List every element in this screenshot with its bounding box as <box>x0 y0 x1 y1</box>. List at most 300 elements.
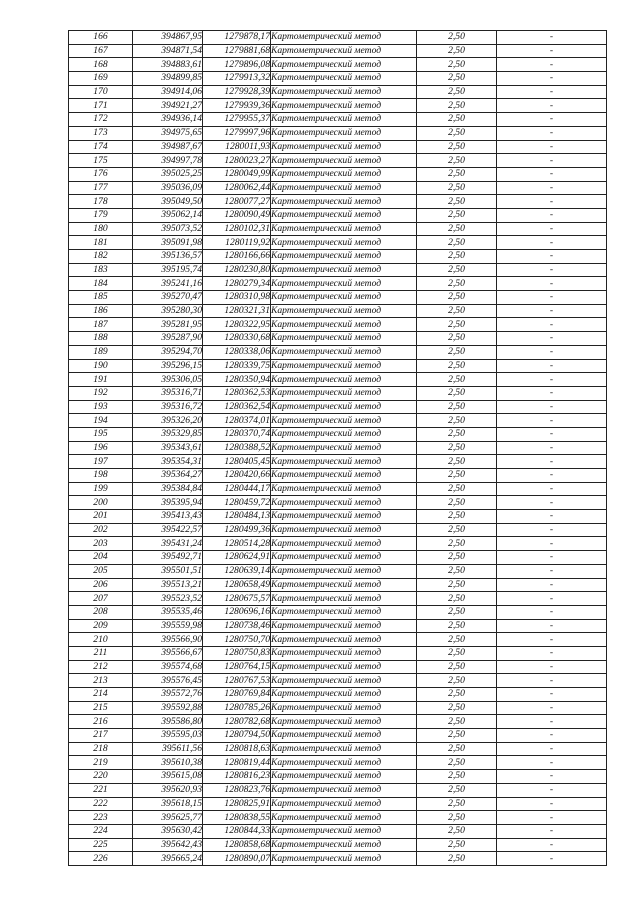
accuracy-cell: 2,50 <box>417 469 497 483</box>
y-coordinate-cell: 1280230,80 <box>203 263 271 277</box>
table-row <box>69 674 607 688</box>
table-row <box>69 783 607 797</box>
point-number-cell: 173 <box>69 126 133 140</box>
table-row <box>69 359 607 373</box>
accuracy-cell: 2,50 <box>417 291 497 305</box>
note-cell: - <box>497 373 607 387</box>
x-coordinate-cell: 395566,67 <box>133 646 203 660</box>
point-number-cell: 203 <box>69 537 133 551</box>
point-number-cell: 179 <box>69 208 133 222</box>
method-cell: Картометрический метод <box>271 400 417 414</box>
point-number-cell: 196 <box>69 441 133 455</box>
note-cell: - <box>497 756 607 770</box>
table-row <box>69 742 607 756</box>
table-row <box>69 646 607 660</box>
note-cell: - <box>497 318 607 332</box>
table-row <box>69 386 607 400</box>
point-number-cell: 209 <box>69 619 133 633</box>
x-coordinate-cell: 395329,85 <box>133 427 203 441</box>
point-number-cell: 185 <box>69 291 133 305</box>
accuracy-cell: 2,50 <box>417 482 497 496</box>
table-row <box>69 208 607 222</box>
x-coordinate-cell: 394871,54 <box>133 44 203 58</box>
table-row <box>69 619 607 633</box>
point-number-cell: 223 <box>69 811 133 825</box>
note-cell: - <box>497 85 607 99</box>
method-cell: Картометрический метод <box>271 619 417 633</box>
note-cell: - <box>497 140 607 154</box>
note-cell: - <box>497 811 607 825</box>
point-number-cell: 225 <box>69 838 133 852</box>
table-row <box>69 167 607 181</box>
x-coordinate-cell: 395413,43 <box>133 510 203 524</box>
method-cell: Картометрический метод <box>271 838 417 852</box>
method-cell: Картометрический метод <box>271 482 417 496</box>
accuracy-cell: 2,50 <box>417 263 497 277</box>
note-cell: - <box>497 58 607 72</box>
note-cell: - <box>497 304 607 318</box>
y-coordinate-cell: 1280890,07 <box>203 852 271 866</box>
method-cell: Картометрический метод <box>271 236 417 250</box>
y-coordinate-cell: 1280459,72 <box>203 496 271 510</box>
method-cell: Картометрический метод <box>271 674 417 688</box>
x-coordinate-cell: 395422,57 <box>133 523 203 537</box>
x-coordinate-cell: 395354,31 <box>133 455 203 469</box>
x-coordinate-cell: 395294,70 <box>133 345 203 359</box>
table-row <box>69 551 607 565</box>
point-number-cell: 199 <box>69 482 133 496</box>
y-coordinate-cell: 1279878,17 <box>203 31 271 45</box>
table-row <box>69 852 607 866</box>
point-number-cell: 178 <box>69 195 133 209</box>
accuracy-cell: 2,50 <box>417 688 497 702</box>
point-number-cell: 219 <box>69 756 133 770</box>
y-coordinate-cell: 1280374,01 <box>203 414 271 428</box>
point-number-cell: 218 <box>69 742 133 756</box>
method-cell: Картометрический метод <box>271 441 417 455</box>
point-number-cell: 167 <box>69 44 133 58</box>
accuracy-cell: 2,50 <box>417 523 497 537</box>
table-row <box>69 482 607 496</box>
y-coordinate-cell: 1280764,15 <box>203 660 271 674</box>
point-number-cell: 193 <box>69 400 133 414</box>
y-coordinate-cell: 1280514,28 <box>203 537 271 551</box>
point-number-cell: 202 <box>69 523 133 537</box>
table-row <box>69 345 607 359</box>
y-coordinate-cell: 1279928,39 <box>203 85 271 99</box>
accuracy-cell: 2,50 <box>417 605 497 619</box>
accuracy-cell: 2,50 <box>417 756 497 770</box>
table-row <box>69 729 607 743</box>
point-number-cell: 166 <box>69 31 133 45</box>
x-coordinate-cell: 395572,76 <box>133 688 203 702</box>
note-cell: - <box>497 592 607 606</box>
note-cell: - <box>497 277 607 291</box>
x-coordinate-cell: 395535,46 <box>133 605 203 619</box>
x-coordinate-cell: 395618,15 <box>133 797 203 811</box>
method-cell: Картометрический метод <box>271 44 417 58</box>
x-coordinate-cell: 395625,77 <box>133 811 203 825</box>
y-coordinate-cell: 1280322,95 <box>203 318 271 332</box>
point-number-cell: 224 <box>69 824 133 838</box>
note-cell: - <box>497 99 607 113</box>
point-number-cell: 195 <box>69 427 133 441</box>
y-coordinate-cell: 1280062,44 <box>203 181 271 195</box>
method-cell: Картометрический метод <box>271 633 417 647</box>
method-cell: Картометрический метод <box>271 373 417 387</box>
note-cell: - <box>497 291 607 305</box>
accuracy-cell: 2,50 <box>417 715 497 729</box>
x-coordinate-cell: 395343,61 <box>133 441 203 455</box>
table-row <box>69 113 607 127</box>
method-cell: Картометрический метод <box>271 783 417 797</box>
method-cell: Картометрический метод <box>271 126 417 140</box>
note-cell: - <box>497 455 607 469</box>
y-coordinate-cell: 1280420,66 <box>203 469 271 483</box>
y-coordinate-cell: 1280738,46 <box>203 619 271 633</box>
accuracy-cell: 2,50 <box>417 140 497 154</box>
accuracy-cell: 2,50 <box>417 222 497 236</box>
method-cell: Картометрический метод <box>271 140 417 154</box>
x-coordinate-cell: 395195,74 <box>133 263 203 277</box>
note-cell: - <box>497 482 607 496</box>
accuracy-cell: 2,50 <box>417 126 497 140</box>
x-coordinate-cell: 395431,24 <box>133 537 203 551</box>
point-number-cell: 192 <box>69 386 133 400</box>
note-cell: - <box>497 469 607 483</box>
method-cell: Картометрический метод <box>271 58 417 72</box>
method-cell: Картометрический метод <box>271 455 417 469</box>
point-number-cell: 220 <box>69 770 133 784</box>
table-row <box>69 469 607 483</box>
method-cell: Картометрический метод <box>271 222 417 236</box>
point-number-cell: 170 <box>69 85 133 99</box>
point-number-cell: 201 <box>69 510 133 524</box>
table-row <box>69 263 607 277</box>
x-coordinate-cell: 395610,38 <box>133 756 203 770</box>
method-cell: Картометрический метод <box>271 496 417 510</box>
y-coordinate-cell: 1280767,53 <box>203 674 271 688</box>
y-coordinate-cell: 1280794,50 <box>203 729 271 743</box>
point-number-cell: 200 <box>69 496 133 510</box>
accuracy-cell: 2,50 <box>417 811 497 825</box>
y-coordinate-cell: 1280023,27 <box>203 154 271 168</box>
x-coordinate-cell: 394936,14 <box>133 113 203 127</box>
note-cell: - <box>497 551 607 565</box>
x-coordinate-cell: 395492,71 <box>133 551 203 565</box>
x-coordinate-cell: 395576,45 <box>133 674 203 688</box>
y-coordinate-cell: 1280750,70 <box>203 633 271 647</box>
y-coordinate-cell: 1280750,83 <box>203 646 271 660</box>
accuracy-cell: 2,50 <box>417 72 497 86</box>
x-coordinate-cell: 394914,06 <box>133 85 203 99</box>
table-row <box>69 126 607 140</box>
table-row <box>69 44 607 58</box>
y-coordinate-cell: 1280011,93 <box>203 140 271 154</box>
accuracy-cell: 2,50 <box>417 455 497 469</box>
y-coordinate-cell: 1280049,99 <box>203 167 271 181</box>
accuracy-cell: 2,50 <box>417 386 497 400</box>
accuracy-cell: 2,50 <box>417 373 497 387</box>
x-coordinate-cell: 394987,67 <box>133 140 203 154</box>
accuracy-cell: 2,50 <box>417 783 497 797</box>
x-coordinate-cell: 394883,61 <box>133 58 203 72</box>
method-cell: Картометрический метод <box>271 811 417 825</box>
table-row <box>69 195 607 209</box>
point-number-cell: 183 <box>69 263 133 277</box>
point-number-cell: 222 <box>69 797 133 811</box>
point-number-cell: 187 <box>69 318 133 332</box>
table-row <box>69 154 607 168</box>
point-number-cell: 210 <box>69 633 133 647</box>
note-cell: - <box>497 824 607 838</box>
note-cell: - <box>497 345 607 359</box>
accuracy-cell: 2,50 <box>417 496 497 510</box>
accuracy-cell: 2,50 <box>417 31 497 45</box>
note-cell: - <box>497 441 607 455</box>
y-coordinate-cell: 1280310,98 <box>203 291 271 305</box>
point-number-cell: 174 <box>69 140 133 154</box>
x-coordinate-cell: 395073,52 <box>133 222 203 236</box>
accuracy-cell: 2,50 <box>417 619 497 633</box>
y-coordinate-cell: 1279955,37 <box>203 113 271 127</box>
method-cell: Картометрический метод <box>271 72 417 86</box>
accuracy-cell: 2,50 <box>417 208 497 222</box>
y-coordinate-cell: 1280823,76 <box>203 783 271 797</box>
table-row <box>69 99 607 113</box>
method-cell: Картометрический метод <box>271 263 417 277</box>
point-number-cell: 217 <box>69 729 133 743</box>
table-row <box>69 523 607 537</box>
table-row <box>69 318 607 332</box>
accuracy-cell: 2,50 <box>417 277 497 291</box>
point-number-cell: 213 <box>69 674 133 688</box>
accuracy-cell: 2,50 <box>417 167 497 181</box>
note-cell: - <box>497 126 607 140</box>
accuracy-cell: 2,50 <box>417 318 497 332</box>
note-cell: - <box>497 742 607 756</box>
table-row <box>69 688 607 702</box>
accuracy-cell: 2,50 <box>417 592 497 606</box>
point-number-cell: 191 <box>69 373 133 387</box>
table-row <box>69 250 607 264</box>
point-number-cell: 197 <box>69 455 133 469</box>
y-coordinate-cell: 1279997,96 <box>203 126 271 140</box>
table-row <box>69 427 607 441</box>
x-coordinate-cell: 395559,98 <box>133 619 203 633</box>
accuracy-cell: 2,50 <box>417 742 497 756</box>
table-row <box>69 797 607 811</box>
table-row <box>69 701 607 715</box>
table-row <box>69 140 607 154</box>
method-cell: Картометрический метод <box>271 688 417 702</box>
x-coordinate-cell: 395586,80 <box>133 715 203 729</box>
accuracy-cell: 2,50 <box>417 250 497 264</box>
y-coordinate-cell: 1280362,54 <box>203 400 271 414</box>
method-cell: Картометрический метод <box>271 167 417 181</box>
point-number-cell: 194 <box>69 414 133 428</box>
accuracy-cell: 2,50 <box>417 99 497 113</box>
accuracy-cell: 2,50 <box>417 646 497 660</box>
note-cell: - <box>497 222 607 236</box>
y-coordinate-cell: 1280166,66 <box>203 250 271 264</box>
y-coordinate-cell: 1280818,63 <box>203 742 271 756</box>
accuracy-cell: 2,50 <box>417 551 497 565</box>
table-row <box>69 277 607 291</box>
note-cell: - <box>497 838 607 852</box>
note-cell: - <box>497 332 607 346</box>
x-coordinate-cell: 395025,25 <box>133 167 203 181</box>
accuracy-cell: 2,50 <box>417 838 497 852</box>
table-row <box>69 770 607 784</box>
point-number-cell: 215 <box>69 701 133 715</box>
note-cell: - <box>497 605 607 619</box>
y-coordinate-cell: 1280639,14 <box>203 564 271 578</box>
note-cell: - <box>497 523 607 537</box>
method-cell: Картометрический метод <box>271 578 417 592</box>
y-coordinate-cell: 1280388,52 <box>203 441 271 455</box>
table-row <box>69 455 607 469</box>
x-coordinate-cell: 395566,90 <box>133 633 203 647</box>
y-coordinate-cell: 1280782,68 <box>203 715 271 729</box>
table-row <box>69 181 607 195</box>
y-coordinate-cell: 1280321,31 <box>203 304 271 318</box>
point-number-cell: 211 <box>69 646 133 660</box>
table-row <box>69 58 607 72</box>
method-cell: Картометрический метод <box>271 715 417 729</box>
table-row <box>69 592 607 606</box>
point-number-cell: 190 <box>69 359 133 373</box>
y-coordinate-cell: 1279913,32 <box>203 72 271 86</box>
point-number-cell: 169 <box>69 72 133 86</box>
x-coordinate-cell: 394921,27 <box>133 99 203 113</box>
y-coordinate-cell: 1280102,31 <box>203 222 271 236</box>
method-cell: Картометрический метод <box>271 208 417 222</box>
x-coordinate-cell: 395395,94 <box>133 496 203 510</box>
x-coordinate-cell: 394899,85 <box>133 72 203 86</box>
table-row <box>69 414 607 428</box>
point-number-cell: 175 <box>69 154 133 168</box>
table-row <box>69 373 607 387</box>
note-cell: - <box>497 797 607 811</box>
table-row <box>69 811 607 825</box>
accuracy-cell: 2,50 <box>417 770 497 784</box>
y-coordinate-cell: 1280658,49 <box>203 578 271 592</box>
x-coordinate-cell: 395306,05 <box>133 373 203 387</box>
table-row <box>69 72 607 86</box>
method-cell: Картометрический метод <box>271 250 417 264</box>
method-cell: Картометрический метод <box>271 756 417 770</box>
note-cell: - <box>497 154 607 168</box>
method-cell: Картометрический метод <box>271 510 417 524</box>
method-cell: Картометрический метод <box>271 345 417 359</box>
point-number-cell: 205 <box>69 564 133 578</box>
point-number-cell: 216 <box>69 715 133 729</box>
accuracy-cell: 2,50 <box>417 441 497 455</box>
note-cell: - <box>497 496 607 510</box>
note-cell: - <box>497 113 607 127</box>
point-number-cell: 221 <box>69 783 133 797</box>
note-cell: - <box>497 633 607 647</box>
note-cell: - <box>497 250 607 264</box>
accuracy-cell: 2,50 <box>417 564 497 578</box>
method-cell: Картометрический метод <box>271 605 417 619</box>
note-cell: - <box>497 236 607 250</box>
accuracy-cell: 2,50 <box>417 578 497 592</box>
point-number-cell: 226 <box>69 852 133 866</box>
method-cell: Картометрический метод <box>271 660 417 674</box>
x-coordinate-cell: 395501,51 <box>133 564 203 578</box>
point-number-cell: 171 <box>69 99 133 113</box>
accuracy-cell: 2,50 <box>417 633 497 647</box>
accuracy-cell: 2,50 <box>417 58 497 72</box>
accuracy-cell: 2,50 <box>417 195 497 209</box>
table-row <box>69 715 607 729</box>
x-coordinate-cell: 395615,08 <box>133 770 203 784</box>
accuracy-cell: 2,50 <box>417 510 497 524</box>
y-coordinate-cell: 1280362,53 <box>203 386 271 400</box>
x-coordinate-cell: 395326,20 <box>133 414 203 428</box>
table-row <box>69 578 607 592</box>
x-coordinate-cell: 395241,16 <box>133 277 203 291</box>
method-cell: Картометрический метод <box>271 414 417 428</box>
method-cell: Картометрический метод <box>271 181 417 195</box>
table-row <box>69 633 607 647</box>
x-coordinate-cell: 395316,72 <box>133 400 203 414</box>
y-coordinate-cell: 1280819,44 <box>203 756 271 770</box>
method-cell: Картометрический метод <box>271 729 417 743</box>
accuracy-cell: 2,50 <box>417 304 497 318</box>
note-cell: - <box>497 537 607 551</box>
note-cell: - <box>497 783 607 797</box>
y-coordinate-cell: 1280769,84 <box>203 688 271 702</box>
y-coordinate-cell: 1280825,91 <box>203 797 271 811</box>
x-coordinate-cell: 395574,68 <box>133 660 203 674</box>
y-coordinate-cell: 1280858,68 <box>203 838 271 852</box>
method-cell: Картометрический метод <box>271 85 417 99</box>
method-cell: Картометрический метод <box>271 701 417 715</box>
point-number-cell: 184 <box>69 277 133 291</box>
y-coordinate-cell: 1280090,49 <box>203 208 271 222</box>
table-row <box>69 332 607 346</box>
note-cell: - <box>497 660 607 674</box>
method-cell: Картометрический метод <box>271 646 417 660</box>
accuracy-cell: 2,50 <box>417 85 497 99</box>
note-cell: - <box>497 674 607 688</box>
x-coordinate-cell: 395523,52 <box>133 592 203 606</box>
note-cell: - <box>497 181 607 195</box>
table-row <box>69 510 607 524</box>
y-coordinate-cell: 1279896,08 <box>203 58 271 72</box>
accuracy-cell: 2,50 <box>417 852 497 866</box>
note-cell: - <box>497 195 607 209</box>
table-row <box>69 236 607 250</box>
method-cell: Картометрический метод <box>271 427 417 441</box>
table-row <box>69 496 607 510</box>
y-coordinate-cell: 1280077,27 <box>203 195 271 209</box>
accuracy-cell: 2,50 <box>417 236 497 250</box>
table-row <box>69 824 607 838</box>
accuracy-cell: 2,50 <box>417 113 497 127</box>
x-coordinate-cell: 395620,93 <box>133 783 203 797</box>
x-coordinate-cell: 395049,50 <box>133 195 203 209</box>
accuracy-cell: 2,50 <box>417 400 497 414</box>
note-cell: - <box>497 167 607 181</box>
x-coordinate-cell: 395316,71 <box>133 386 203 400</box>
note-cell: - <box>497 770 607 784</box>
method-cell: Картометрический метод <box>271 291 417 305</box>
method-cell: Картометрический метод <box>271 113 417 127</box>
